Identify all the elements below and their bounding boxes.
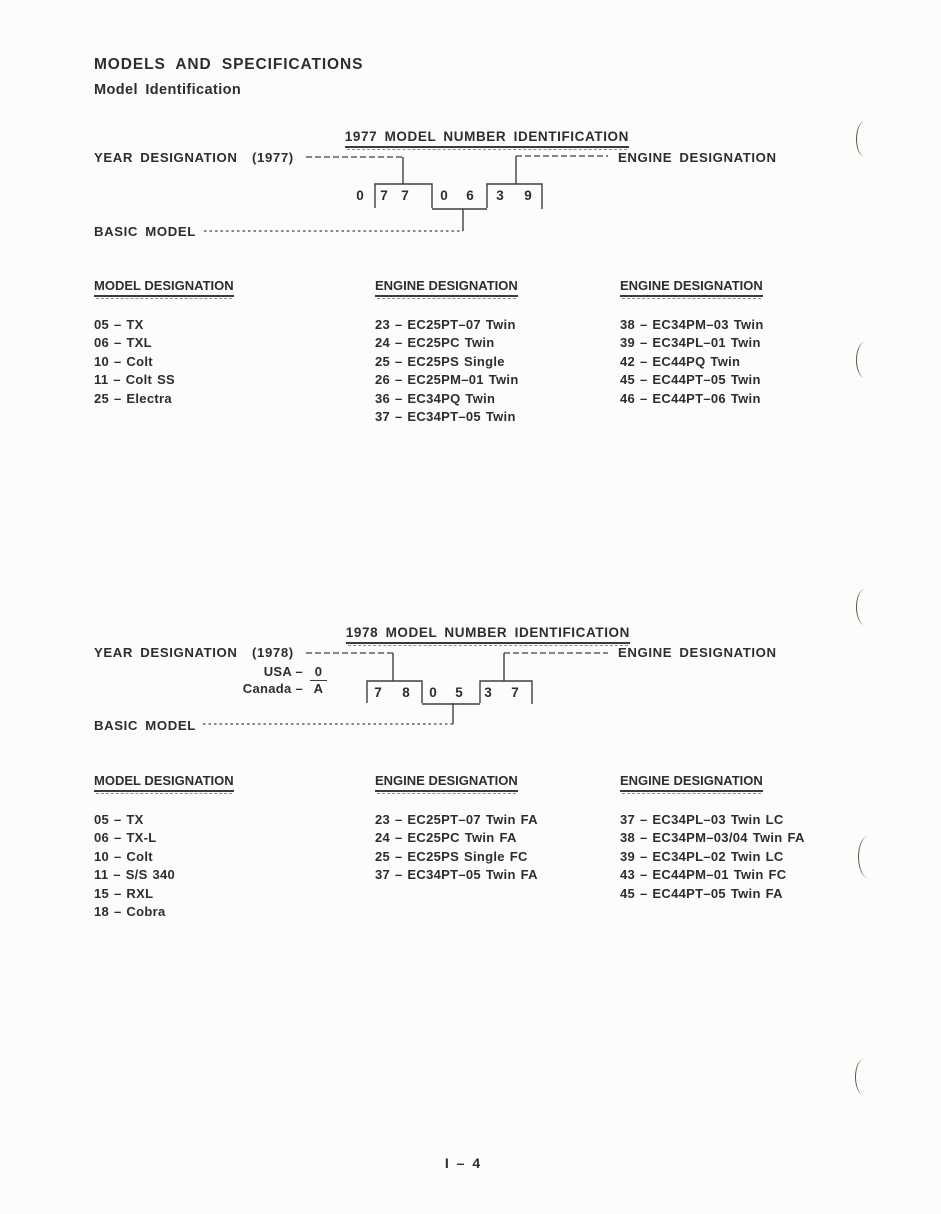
page-title: MODELS AND SPECIFICATIONS <box>94 56 364 73</box>
engine-designation-column-2-1977 <box>620 278 870 409</box>
model-digit: 9 <box>524 188 532 203</box>
model-digit: 3 <box>484 685 492 700</box>
designation-row: 06 – TX-L <box>94 830 157 846</box>
designation-row: 25 – EC25PS Single FC <box>375 848 528 864</box>
model-digit: 7 <box>380 188 388 203</box>
designation-row: 18 – Cobra <box>94 903 166 919</box>
designation-row: 37 – EC34PT–05 Twin <box>375 408 516 424</box>
usa-code-value: 0 <box>310 664 327 681</box>
binding-mark <box>856 589 874 625</box>
column-header: ENGINE DESIGNATION <box>375 278 625 292</box>
usa-code-row <box>230 664 327 681</box>
designation-row: 37 – EC34PT–05 Twin FA <box>375 867 538 883</box>
model-digit: 7 <box>401 188 409 203</box>
designation-row: 39 – EC34PL–02 Twin LC <box>620 848 784 864</box>
designation-row: 05 – TX <box>94 317 144 332</box>
designation-row: 25 – EC25PS Single <box>375 353 505 369</box>
designation-row: 26 – EC25PM–01 Twin <box>375 372 519 388</box>
designation-row: 43 – EC44PM–01 Twin FC <box>620 867 787 883</box>
designation-row: 45 – EC44PT–05 Twin <box>620 372 761 388</box>
column-rows <box>620 812 880 904</box>
designation-row: 25 – Electra <box>94 390 172 406</box>
column-header: ENGINE DESIGNATION <box>620 773 880 787</box>
designation-row: 23 – EC25PT–07 Twin FA <box>375 812 538 827</box>
column-rows <box>375 317 625 427</box>
designation-row: 24 – EC25PC Twin <box>375 335 495 351</box>
designation-row: 11 – S/S 340 <box>94 867 176 883</box>
column-header: ENGINE DESIGNATION <box>620 278 870 292</box>
designation-row: 38 – EC34PM–03/04 Twin FA <box>620 830 805 846</box>
basic-model-label-1978: BASIC MODEL <box>94 718 196 733</box>
section-heading-1978: 1978 MODEL NUMBER IDENTIFICATION <box>346 625 630 644</box>
canada-code-row <box>230 681 327 696</box>
designation-row: 11 – Colt SS <box>94 372 176 388</box>
column-rows <box>375 812 625 886</box>
section-heading-1978-wrap <box>328 606 630 662</box>
designation-row: 10 – Colt <box>94 353 153 369</box>
column-header: MODEL DESIGNATION <box>94 278 374 292</box>
model-digit: 5 <box>455 685 463 700</box>
engine-designation-label-1978: ENGINE DESIGNATION <box>618 645 777 660</box>
year-designation-label-1978: YEAR DESIGNATION (1978) <box>94 645 294 660</box>
model-digit: 0 <box>356 188 364 203</box>
designation-row: 23 – EC25PT–07 Twin <box>375 317 516 332</box>
designation-row: 10 – Colt <box>94 848 153 864</box>
designation-row: 36 – EC34PQ Twin <box>375 390 496 406</box>
designation-row: 05 – TX <box>94 812 144 827</box>
designation-row: 24 – EC25PC Twin FA <box>375 830 517 846</box>
designation-row: 38 – EC34PM–03 Twin <box>620 317 764 332</box>
section-heading-1977-wrap <box>327 110 629 166</box>
column-header: MODEL DESIGNATION <box>94 773 374 787</box>
binding-mark <box>858 836 879 878</box>
designation-row: 37 – EC34PL–03 Twin LC <box>620 812 784 827</box>
basic-model-label-1977: BASIC MODEL <box>94 224 196 239</box>
model-digit: 8 <box>402 685 410 700</box>
engine-designation-column-2-1978 <box>620 773 880 904</box>
designation-row: 39 – EC34PL–01 Twin <box>620 335 761 351</box>
model-digit: 6 <box>466 188 474 203</box>
designation-row: 45 – EC44PT–05 Twin FA <box>620 885 783 901</box>
canada-label: Canada – <box>242 681 303 696</box>
designation-row: 42 – EC44PQ Twin <box>620 353 741 369</box>
column-header: ENGINE DESIGNATION <box>375 773 625 787</box>
page-number: I – 4 <box>444 1155 482 1171</box>
binding-mark <box>856 121 874 157</box>
model-digit: 0 <box>429 685 437 700</box>
engine-designation-column-1-1978 <box>375 773 625 886</box>
model-digit: 7 <box>511 685 519 700</box>
model-digit: 3 <box>496 188 504 203</box>
usa-label: USA – <box>263 664 303 679</box>
engine-designation-column-1-1977 <box>375 278 625 427</box>
designation-row: 15 – RXL <box>94 885 154 901</box>
model-digit: 7 <box>374 685 382 700</box>
column-rows <box>620 317 870 409</box>
binding-mark <box>855 1059 873 1095</box>
column-rows <box>94 812 374 922</box>
canada-code-value: A <box>313 681 324 696</box>
page-subtitle: Model Identification <box>94 82 242 98</box>
model-designation-column-1977 <box>94 278 374 409</box>
model-digit: 0 <box>440 188 448 203</box>
designation-row: 46 – EC44PT–06 Twin <box>620 390 761 406</box>
designation-row: 06 – TXL <box>94 335 152 351</box>
model-designation-column-1978 <box>94 773 374 922</box>
binding-mark <box>856 342 874 378</box>
section-heading-1977: 1977 MODEL NUMBER IDENTIFICATION <box>345 129 629 148</box>
column-rows <box>94 317 374 409</box>
year-designation-label-1977: YEAR DESIGNATION (1977) <box>94 150 294 165</box>
engine-designation-label-1977: ENGINE DESIGNATION <box>618 150 777 165</box>
